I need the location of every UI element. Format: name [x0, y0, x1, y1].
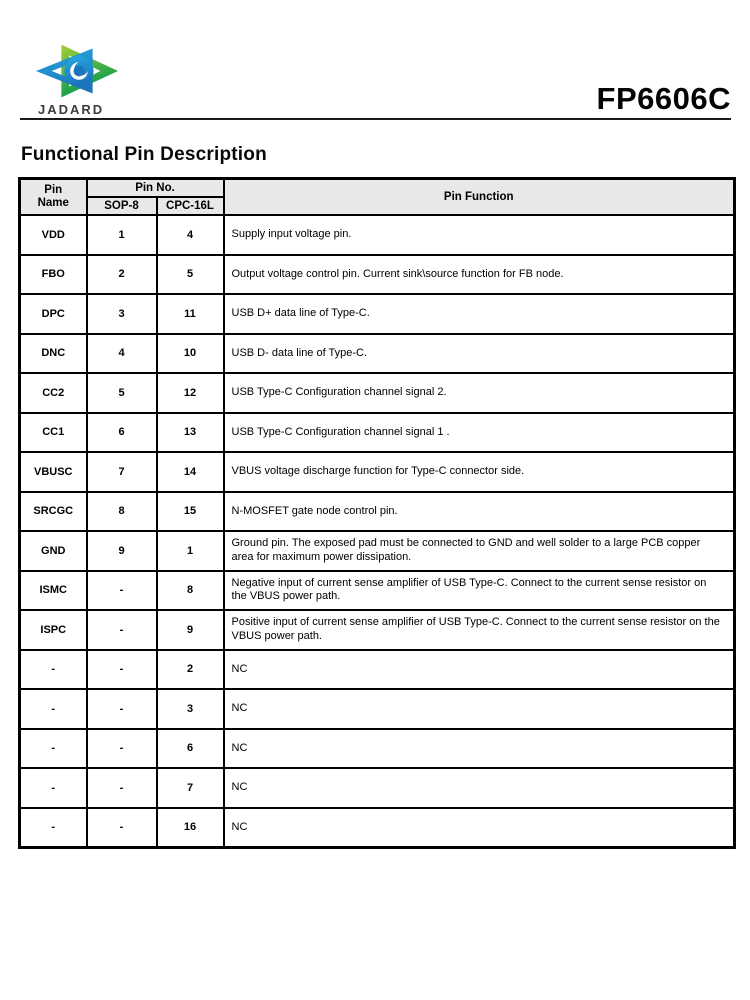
column-header-pin-function: Pin Function — [224, 179, 735, 216]
pin-name-cell: DNC — [20, 334, 87, 374]
column-header-pin-no: Pin No. — [87, 179, 224, 198]
pin-name-cell: CC1 — [20, 413, 87, 453]
pin-name-cell: VBUSC — [20, 452, 87, 492]
pin-name-header-line2: Name — [37, 197, 69, 209]
table-row — [20, 215, 735, 255]
sop8-pin-number-cell: 1 — [87, 215, 157, 255]
sop8-pin-number-cell: - — [87, 571, 157, 611]
cpc16l-pin-number-cell: 16 — [157, 808, 224, 848]
pin-name-cell: DPC — [20, 294, 87, 334]
pin-function-cell: USB D- data line of Type-C. — [224, 334, 735, 374]
sop8-pin-number-cell: 4 — [87, 334, 157, 374]
pin-name-cell: - — [20, 768, 87, 808]
table-header-row-1 — [20, 179, 735, 198]
sop8-pin-number-cell: 5 — [87, 373, 157, 413]
jadard-eye-logo-icon — [36, 42, 118, 100]
pin-name-cell: SRCGC — [20, 492, 87, 532]
pin-function-cell: Output voltage control pin. Current sink\source function for FB node. — [224, 255, 735, 295]
column-header-cpc16l: CPC-16L — [157, 197, 224, 215]
pin-function-cell: Supply input voltage pin. — [224, 215, 735, 255]
table-row — [20, 373, 735, 413]
table-row — [20, 255, 735, 295]
pin-function-cell: NC — [224, 808, 735, 848]
sop8-pin-number-cell: - — [87, 689, 157, 729]
table-row — [20, 413, 735, 453]
table-row — [20, 768, 735, 808]
pin-function-cell: NC — [224, 729, 735, 769]
cpc16l-pin-number-cell: 1 — [157, 531, 224, 571]
pin-name-cell: CC2 — [20, 373, 87, 413]
cpc16l-pin-number-cell: 2 — [157, 650, 224, 690]
pin-function-cell: Ground pin. The exposed pad must be connected to GND and well solder to a large PCB copper area for maximum power dissipation. — [224, 531, 735, 571]
sop8-pin-number-cell: - — [87, 610, 157, 650]
table-row — [20, 531, 735, 571]
pin-name-cell: ISPC — [20, 610, 87, 650]
pin-function-cell: USB Type-C Configuration channel signal 1 . — [224, 413, 735, 453]
column-header-pin-name — [20, 179, 87, 216]
cpc16l-pin-number-cell: 5 — [157, 255, 224, 295]
cpc16l-pin-number-cell: 13 — [157, 413, 224, 453]
cpc16l-pin-number-cell: 4 — [157, 215, 224, 255]
pin-function-cell: NC — [224, 768, 735, 808]
sop8-pin-number-cell: - — [87, 768, 157, 808]
cpc16l-pin-number-cell: 9 — [157, 610, 224, 650]
sop8-pin-number-cell: 7 — [87, 452, 157, 492]
table-row — [20, 452, 735, 492]
cpc16l-pin-number-cell: 6 — [157, 729, 224, 769]
table-row — [20, 650, 735, 690]
cpc16l-pin-number-cell: 8 — [157, 571, 224, 611]
section-title: Functional Pin Description — [21, 144, 267, 165]
pin-function-cell: Positive input of current sense amplifier of USB Type-C. Connect to the current sense resistor on the VBUS power path. — [224, 610, 735, 650]
cpc16l-pin-number-cell: 11 — [157, 294, 224, 334]
table-row — [20, 294, 735, 334]
sop8-pin-number-cell: 9 — [87, 531, 157, 571]
pin-description-table — [18, 177, 736, 849]
pin-function-cell: NC — [224, 650, 735, 690]
pin-function-cell: NC — [224, 689, 735, 729]
table-row — [20, 729, 735, 769]
pin-name-cell: ISMC — [20, 571, 87, 611]
pin-name-cell: FBO — [20, 255, 87, 295]
table-header — [20, 179, 735, 216]
table-row — [20, 808, 735, 848]
sop8-pin-number-cell: - — [87, 808, 157, 848]
pin-function-cell: VBUS voltage discharge function for Type-C connector side. — [224, 452, 735, 492]
column-header-sop8: SOP-8 — [87, 197, 157, 215]
table-body — [20, 215, 735, 848]
pin-name-cell: - — [20, 650, 87, 690]
table-row — [20, 610, 735, 650]
cpc16l-pin-number-cell: 14 — [157, 452, 224, 492]
pin-function-cell: Negative input of current sense amplifier of USB Type-C. Connect to the current sense resistor on the VBUS power path. — [224, 571, 735, 611]
cpc16l-pin-number-cell: 7 — [157, 768, 224, 808]
pin-name-cell: GND — [20, 531, 87, 571]
brand-name: JADARD — [38, 102, 105, 117]
sop8-pin-number-cell: 2 — [87, 255, 157, 295]
pin-name-cell: - — [20, 729, 87, 769]
product-title: FP6606C — [596, 81, 731, 116]
table-row — [20, 689, 735, 729]
table-row — [20, 492, 735, 532]
pin-name-header-line1: Pin — [44, 184, 63, 196]
sop8-pin-number-cell: 8 — [87, 492, 157, 532]
sop8-pin-number-cell: 3 — [87, 294, 157, 334]
sop8-pin-number-cell: - — [87, 729, 157, 769]
table-row — [20, 571, 735, 611]
pin-name-cell: - — [20, 808, 87, 848]
cpc16l-pin-number-cell: 10 — [157, 334, 224, 374]
cpc16l-pin-number-cell: 15 — [157, 492, 224, 532]
pin-name-cell: - — [20, 689, 87, 729]
header-divider — [20, 118, 731, 120]
sop8-pin-number-cell: 6 — [87, 413, 157, 453]
pin-function-cell: N-MOSFET gate node control pin. — [224, 492, 735, 532]
table-row — [20, 334, 735, 374]
pin-function-cell: USB D+ data line of Type-C. — [224, 294, 735, 334]
pin-function-cell: USB Type-C Configuration channel signal 2. — [224, 373, 735, 413]
sop8-pin-number-cell: - — [87, 650, 157, 690]
cpc16l-pin-number-cell: 3 — [157, 689, 224, 729]
cpc16l-pin-number-cell: 12 — [157, 373, 224, 413]
pin-name-cell: VDD — [20, 215, 87, 255]
